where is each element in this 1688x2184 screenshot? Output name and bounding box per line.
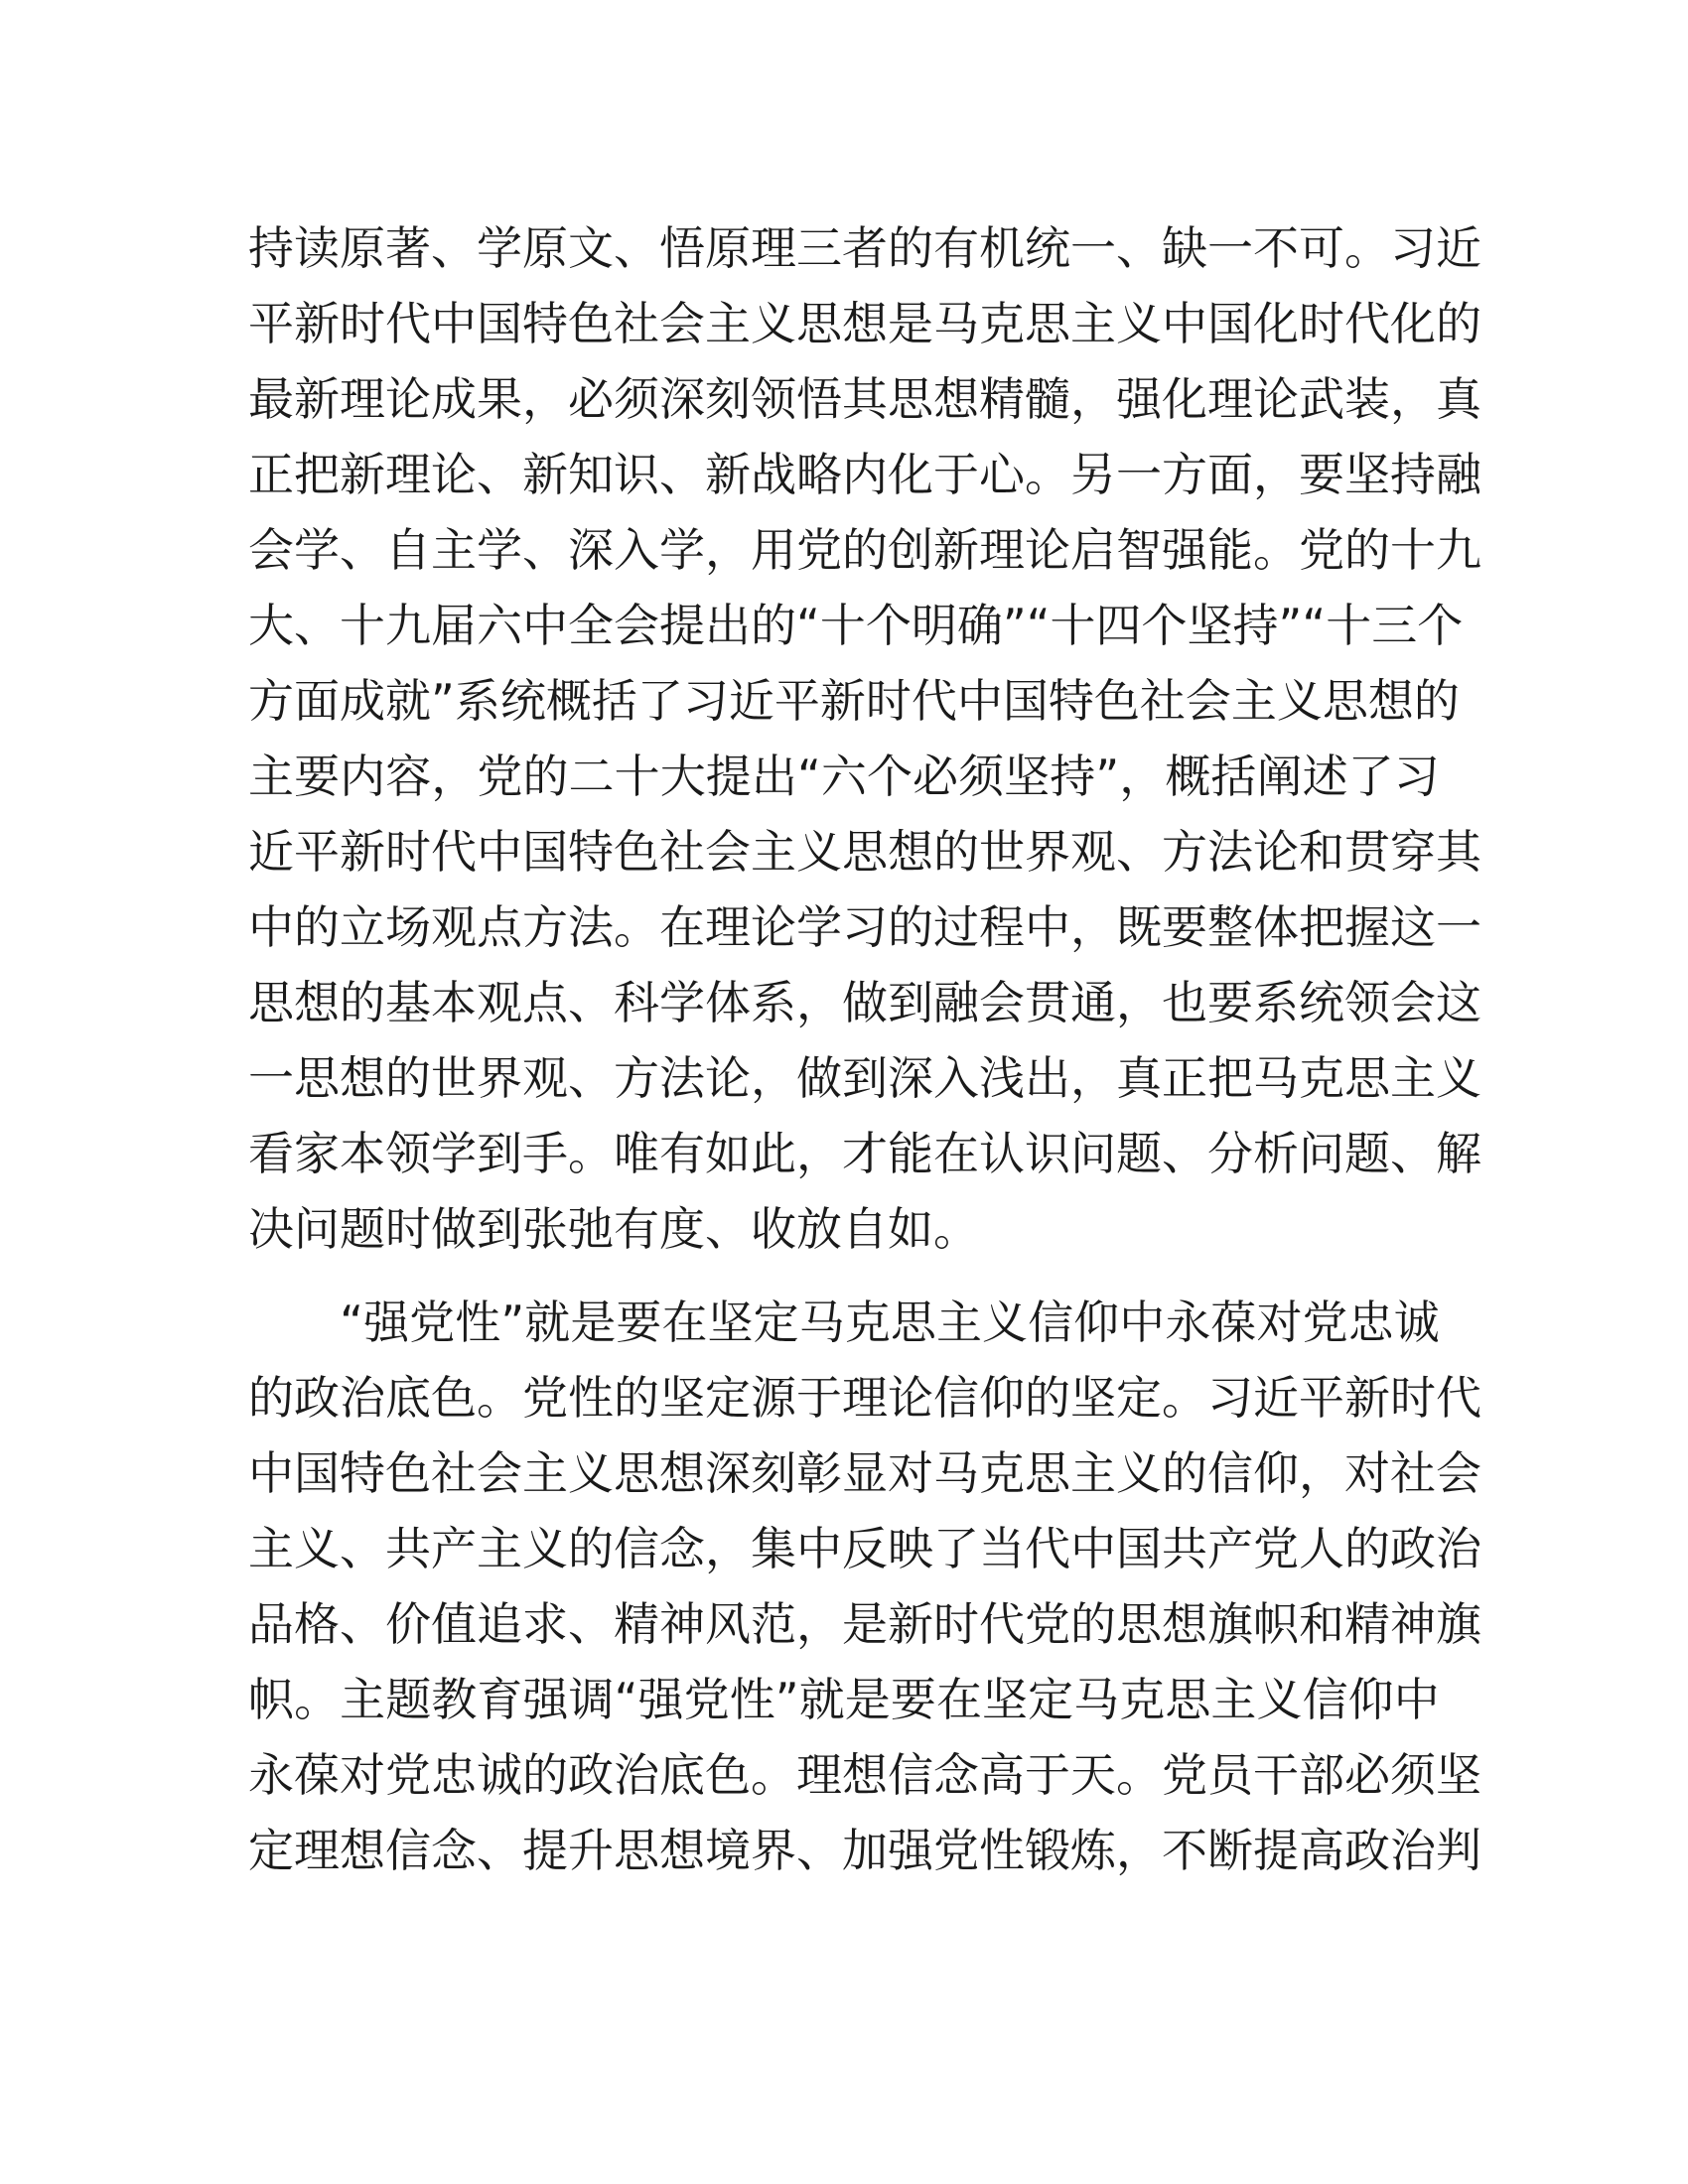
text-line: 品 格 、 价 值 追 求 、 精 神 风 范 ， 是 新 时 代 党 的 思 想 旗 帜 和 精 神 旗 <box>248 1597 1481 1651</box>
text-line: 近 平 新 时 代 中 国 特 色 社 会 主 义 思 想 的 世 界 观 、 方 法 论 和 贯 穿 其 <box>248 825 1481 879</box>
text-line: 正 把 新 理 论 、 新 知 识 、 新 战 略 内 化 于 心 。 另 一 方 面 ， 要 坚 持 融 <box>248 448 1481 501</box>
text-line: 会 学 、 自 主 学 、 深 入 学 ， 用 党 的 创 新 理 论 启 智 强 能 。 党 的 十 九 <box>248 523 1481 577</box>
text-line: 决问题时做到张弛有度、收放自如。 <box>248 1202 979 1256</box>
paragraph-2 <box>248 1285 1481 1888</box>
text-line: 大 、 十 九 届 六 中 全 会 提 出 的 “ 十 个 明 确 ” “ 十 四 个 坚 持 ” “ 十 三 个 <box>248 599 1464 652</box>
text-line: 看 家 本 领 学 到 手 。 唯 有 如 此 ， 才 能 在 认 识 问 题 、 分 析 问 题 、 解 <box>248 1127 1481 1180</box>
text-line: 永 葆 对 党 忠 诚 的 政 治 底 色 。 理 想 信 念 高 于 天 。 党 员 干 部 必 须 坚 <box>248 1748 1481 1802</box>
paragraph-1 <box>248 210 1481 1267</box>
text-line: 平 新 时 代 中 国 特 色 社 会 主 义 思 想 是 马 克 思 主 义 中 国 化 时 代 化 的 <box>248 297 1481 350</box>
text-line: “ 强 党 性 ” 就 是 要 在 坚 定 马 克 思 主 义 信 仰 中 永 葆 对 党 忠 诚 <box>340 1296 1440 1349</box>
text-line: 思 想 的 基 本 观 点 、 科 学 体 系 ， 做 到 融 会 贯 通 ， 也 要 系 统 领 会 这 <box>248 976 1481 1029</box>
text-line: 方 面 成 就 ” 系 统 概 括 了 习 近 平 新 时 代 中 国 特 色 社 会 主 义 思 想 的 <box>248 674 1460 728</box>
paragraph-gap <box>248 1267 1440 1285</box>
body-text <box>248 210 1481 1888</box>
text-line: 的 政 治 底 色 。 党 性 的 坚 定 源 于 理 论 信 仰 的 坚 定 。 习 近 平 新 时 代 <box>248 1371 1481 1425</box>
text-line: 中 的 立 场 观 点 方 法 。 在 理 论 学 习 的 过 程 中 ， 既 要 整 体 把 握 这 一 <box>248 900 1481 954</box>
text-line: 帜 。 主 题 教 育 强 调 “ 强 党 性 ” 就 是 要 在 坚 定 马 克 思 主 义 信 仰 中 <box>248 1673 1440 1726</box>
text-line: 最 新 理 论 成 果 ， 必 须 深 刻 领 悟 其 思 想 精 髓 ， 强 化 理 论 武 装 ， 真 <box>248 372 1481 426</box>
text-line: 主 要 内 容 ， 党 的 二 十 大 提 出 “ 六 个 必 须 坚 持 ” ， 概 括 阐 述 了 习 <box>248 750 1440 803</box>
text-line: 持 读 原 著 、 学 原 文 、 悟 原 理 三 者 的 有 机 统 一 、 缺 一 不 可 。 习 近 <box>248 221 1481 275</box>
text-line: 一 思 想 的 世 界 观 、 方 法 论 ， 做 到 深 入 浅 出 ， 真 正 把 马 克 思 主 义 <box>248 1051 1481 1105</box>
text-line: 主 义 、 共 产 主 义 的 信 念 ， 集 中 反 映 了 当 代 中 国 共 产 党 人 的 政 治 <box>248 1522 1481 1575</box>
text-line: 中 国 特 色 社 会 主 义 思 想 深 刻 彰 显 对 马 克 思 主 义 的 信 仰 ， 对 社 会 <box>248 1446 1481 1500</box>
text-line: 定 理 想 信 念 、 提 升 思 想 境 界 、 加 强 党 性 锻 炼 ， 不 断 提 高 政 治 判 <box>248 1824 1481 1877</box>
